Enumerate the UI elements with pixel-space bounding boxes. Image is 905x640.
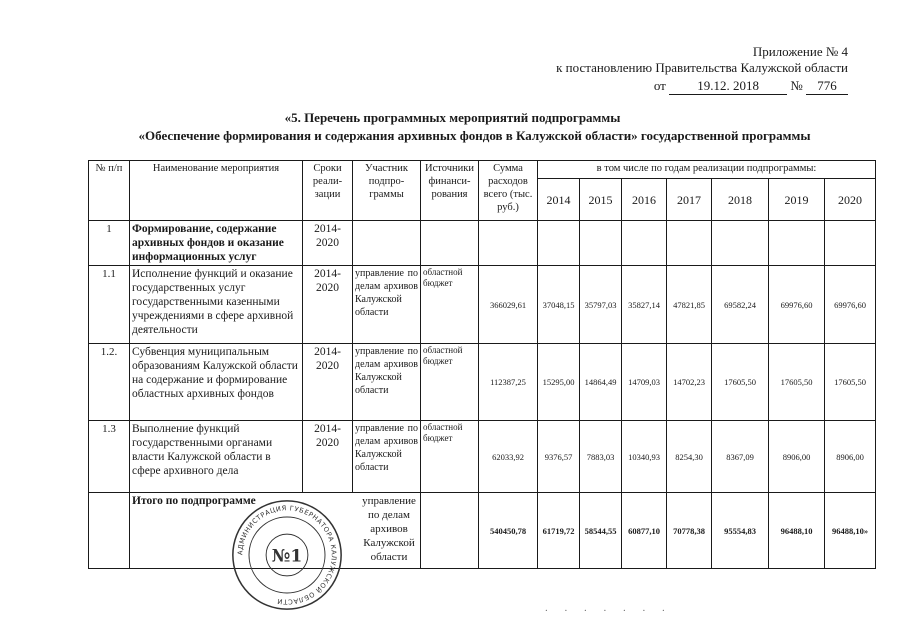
header-year: 2014	[538, 179, 580, 221]
row-term: 2014-2020	[303, 266, 353, 344]
resolution-date: 19.12. 2018	[669, 78, 787, 95]
row-value: 8906,00	[769, 421, 825, 493]
row-name: Исполнение функций и оказание государственных услуг государственными казенными учреждениями в сфере архивной деятельности	[130, 266, 303, 344]
row-num: 1	[89, 221, 130, 266]
header-year: 2020	[825, 179, 876, 221]
row-num: 1.3	[89, 421, 130, 493]
row-value: 35797,03	[580, 266, 622, 344]
header-name: Наименование мероприятия	[130, 161, 303, 221]
row-total: 62033,92	[479, 421, 538, 493]
row-value: 17605,50	[769, 344, 825, 421]
row-participant: управление по делам архивов Калужской области	[353, 421, 421, 493]
header-year: 2016	[622, 179, 667, 221]
total-value: 60877,10	[622, 493, 667, 569]
row-source: областной бюджет	[421, 421, 479, 493]
row-term: 2014-2020	[303, 421, 353, 493]
row-participant: управление по делам архивов Калужской области	[353, 266, 421, 344]
row-value: 8367,09	[712, 421, 769, 493]
official-seal-stamp	[230, 498, 344, 612]
resolution-label: к постановлению Правительства Калужской области	[556, 60, 848, 75]
appendix-label: Приложение № 4	[752, 44, 848, 59]
document-title-line1: «5. Перечень программных мероприятий подпрограммы	[284, 110, 621, 125]
header-sum: Сумма расходов всего (тыс. руб.)	[479, 161, 538, 221]
row-value: 8906,00	[825, 421, 876, 493]
row-participant: управление по делам архивов Калужской области	[353, 344, 421, 421]
number-label: №	[790, 78, 803, 93]
row-name: Субвенция муниципальным образованиям Калужской области на содержание и формирование областных архивных фондов	[130, 344, 303, 421]
row-term: 2014-2020	[303, 344, 353, 421]
header-year: 2018	[712, 179, 769, 221]
row-name: Формирование, содержание архивных фондов и оказание информационных услуг	[130, 221, 303, 266]
header-source: Источники финанси-рования	[421, 161, 479, 221]
header-year: 2015	[580, 179, 622, 221]
table-row-total	[89, 493, 876, 569]
total-value: 95554,83	[712, 493, 769, 569]
total-sum: 540450,78	[479, 493, 538, 569]
header-year: 2019	[769, 179, 825, 221]
table-row	[89, 266, 876, 344]
row-total: 112387,25	[479, 344, 538, 421]
total-value: 61719,72	[538, 493, 580, 569]
row-value: 17605,50	[712, 344, 769, 421]
header-num: № п/п	[89, 161, 130, 221]
row-value: 15295,00	[538, 344, 580, 421]
row-source: областной бюджет	[421, 344, 479, 421]
row-value: 14864,49	[580, 344, 622, 421]
row-value: 9376,57	[538, 421, 580, 493]
row-value: 69976,60	[769, 266, 825, 344]
svg-text:АДМИНИСТРАЦИЯ ГУБЕРНАТОРА КАЛУ: АДМИНИСТРАЦИЯ ГУБЕРНАТОРА КАЛУЖСКОЙ ОБЛАСТИ	[236, 504, 338, 606]
total-label: Итого по подпрограмме	[132, 495, 256, 507]
row-value: 47821,85	[667, 266, 712, 344]
row-value: 7883,03	[580, 421, 622, 493]
total-value: 96488,10	[769, 493, 825, 569]
table-row	[89, 344, 876, 421]
row-source: областной бюджет	[421, 266, 479, 344]
row-value: 17605,50	[825, 344, 876, 421]
header-by-years: в том числе по годам реализации подпрограммы:	[538, 161, 876, 179]
header-year: 2017	[667, 179, 712, 221]
resolution-date-line	[654, 78, 848, 95]
from-label: от	[653, 78, 666, 93]
row-total: 366029,61	[479, 266, 538, 344]
row-value: 37048,15	[538, 266, 580, 344]
total-participant: управление по делам архивов Калужской области	[362, 495, 416, 563]
svg-text:№1: №1	[271, 546, 303, 567]
row-value: 8254,30	[667, 421, 712, 493]
header-participant: Участник подпро-граммы	[353, 161, 421, 221]
row-term: 2014-2020	[303, 221, 353, 266]
row-name: Выполнение функций государственными органами власти Калужской области в сфере архивного дела	[130, 421, 303, 493]
program-measures-table	[88, 160, 876, 569]
document-title-line2: «Обеспечение формирования и содержания архивных фондов в Калужской области» государственной программы	[138, 128, 811, 143]
table-row	[89, 421, 876, 493]
table-row-section	[89, 221, 876, 266]
row-value: 14702,23	[667, 344, 712, 421]
row-num: 1.2.	[89, 344, 130, 421]
row-value: 69976,60	[825, 266, 876, 344]
bottom-marks: . . . . . . .	[545, 602, 672, 614]
row-value: 69582,24	[712, 266, 769, 344]
total-value: 58544,55	[580, 493, 622, 569]
header-term: Сроки реали-зации	[303, 161, 353, 221]
total-value: 96488,10»	[825, 493, 876, 569]
row-value: 10340,93	[622, 421, 667, 493]
row-value: 14709,03	[622, 344, 667, 421]
total-value: 70778,38	[667, 493, 712, 569]
resolution-number: 776	[806, 78, 848, 95]
row-num: 1.1	[89, 266, 130, 344]
row-value: 35827,14	[622, 266, 667, 344]
